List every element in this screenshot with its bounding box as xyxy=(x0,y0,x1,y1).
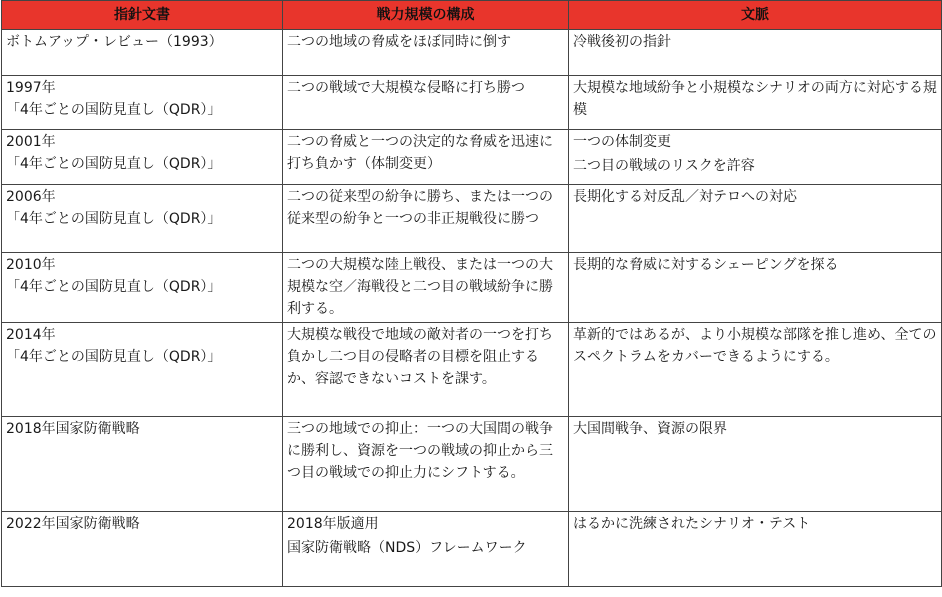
cell-text: 長期化する対反乱／対テロへの対応 xyxy=(573,189,797,205)
cell-context xyxy=(569,417,942,512)
table-row xyxy=(2,185,942,253)
cell-text: 「4年ごとの国防見直し（QDR）」 xyxy=(6,349,222,365)
cell-text: 二つの戦域で大規模な侵略に打ち勝つ xyxy=(287,80,525,96)
header-context: 文脈 xyxy=(569,1,942,30)
cell-text: 革新的ではあるが、より小規模な部隊を推し進め、全てのスペクトラムをカバーできるようにする。 xyxy=(573,327,937,365)
table-row xyxy=(2,30,942,76)
cell-doc xyxy=(2,76,283,130)
cell-text: 2018年国家防衛戦略 xyxy=(6,421,140,437)
cell-text: 大規模な地域紛争と小規模なシナリオの両方に対応する規模 xyxy=(573,80,937,118)
cell-text: 2006年 xyxy=(6,189,56,205)
cell-text: 三つの地域での抑止：一つの大国間の戦争に勝利し、資源を一つの戦域の抑止から三つ目の戦域での抑止力にシフトする。 xyxy=(287,421,553,481)
cell-force xyxy=(283,76,569,130)
cell-text: 2022年国家防衛戦略 xyxy=(6,516,140,532)
cell-text: 大規模な戦役で地域の敵対者の一つを打ち負かし二つ目の侵略者の目標を阻止するか、容認できないコストを課す。 xyxy=(287,327,553,387)
force-sizing-table xyxy=(1,0,942,587)
cell-text: 「4年ごとの国防見直し（QDR）」 xyxy=(6,156,222,172)
cell-context xyxy=(569,185,942,253)
cell-text: 「4年ごとの国防見直し（QDR）」 xyxy=(6,279,222,295)
header-guidance-document: 指針文書 xyxy=(2,1,283,30)
cell-context xyxy=(569,512,942,587)
cell-doc xyxy=(2,185,283,253)
table-header-row xyxy=(2,1,942,30)
cell-text: 二つの脅威と一つの決定的な脅威を迅速に打ち負かす（体制変更） xyxy=(287,134,553,172)
cell-doc xyxy=(2,323,283,417)
cell-text: 二つの大規模な陸上戦役、または一つの大規模な空／海戦役と二つ目の戦域紛争に勝利する。 xyxy=(287,257,553,317)
cell-force xyxy=(283,512,569,587)
table-row xyxy=(2,417,942,512)
cell-doc xyxy=(2,512,283,587)
table-row xyxy=(2,323,942,417)
cell-force xyxy=(283,417,569,512)
cell-text: 長期的な脅威に対するシェーピングを探る xyxy=(573,257,839,273)
cell-context xyxy=(569,30,942,76)
cell-text: 2018年版適用 xyxy=(287,516,379,532)
cell-text: 2014年 xyxy=(6,327,56,343)
cell-force xyxy=(283,185,569,253)
cell-text: 「4年ごとの国防見直し（QDR）」 xyxy=(6,211,222,227)
cell-context xyxy=(569,130,942,185)
cell-force xyxy=(283,323,569,417)
cell-force xyxy=(283,130,569,185)
cell-text: 二つ目の戦域のリスクを許容 xyxy=(573,158,755,174)
header-force-structure: 戦力規模の構成 xyxy=(283,1,569,30)
cell-context xyxy=(569,323,942,417)
cell-force xyxy=(283,253,569,323)
cell-doc xyxy=(2,417,283,512)
cell-doc xyxy=(2,30,283,76)
cell-text: 2001年 xyxy=(6,134,56,150)
table-row xyxy=(2,76,942,130)
cell-doc xyxy=(2,130,283,185)
table-row xyxy=(2,512,942,587)
cell-text: 1997年 xyxy=(6,80,56,96)
cell-text: 2010年 xyxy=(6,257,56,273)
cell-text: はるかに洗練されたシナリオ・テスト xyxy=(573,516,811,532)
cell-text: 二つの従来型の紛争に勝ち、または一つの従来型の紛争と一つの非正規戦役に勝つ xyxy=(287,189,553,227)
cell-text: 二つの地域の脅威をほぼ同時に倒す xyxy=(287,34,511,50)
cell-context xyxy=(569,253,942,323)
table-row xyxy=(2,130,942,185)
cell-doc xyxy=(2,253,283,323)
cell-text: 一つの体制変更 xyxy=(573,134,671,150)
cell-text: 国家防衛戦略（NDS）フレームワーク xyxy=(287,540,527,556)
cell-text: 冷戦後初の指針 xyxy=(573,34,671,50)
cell-text: 「4年ごとの国防見直し（QDR）」 xyxy=(6,102,222,118)
table-row xyxy=(2,253,942,323)
cell-text: ボトムアップ・レビュー（1993） xyxy=(6,34,223,50)
cell-text: 大国間戦争、資源の限界 xyxy=(573,421,727,437)
cell-context xyxy=(569,76,942,130)
cell-force xyxy=(283,30,569,76)
